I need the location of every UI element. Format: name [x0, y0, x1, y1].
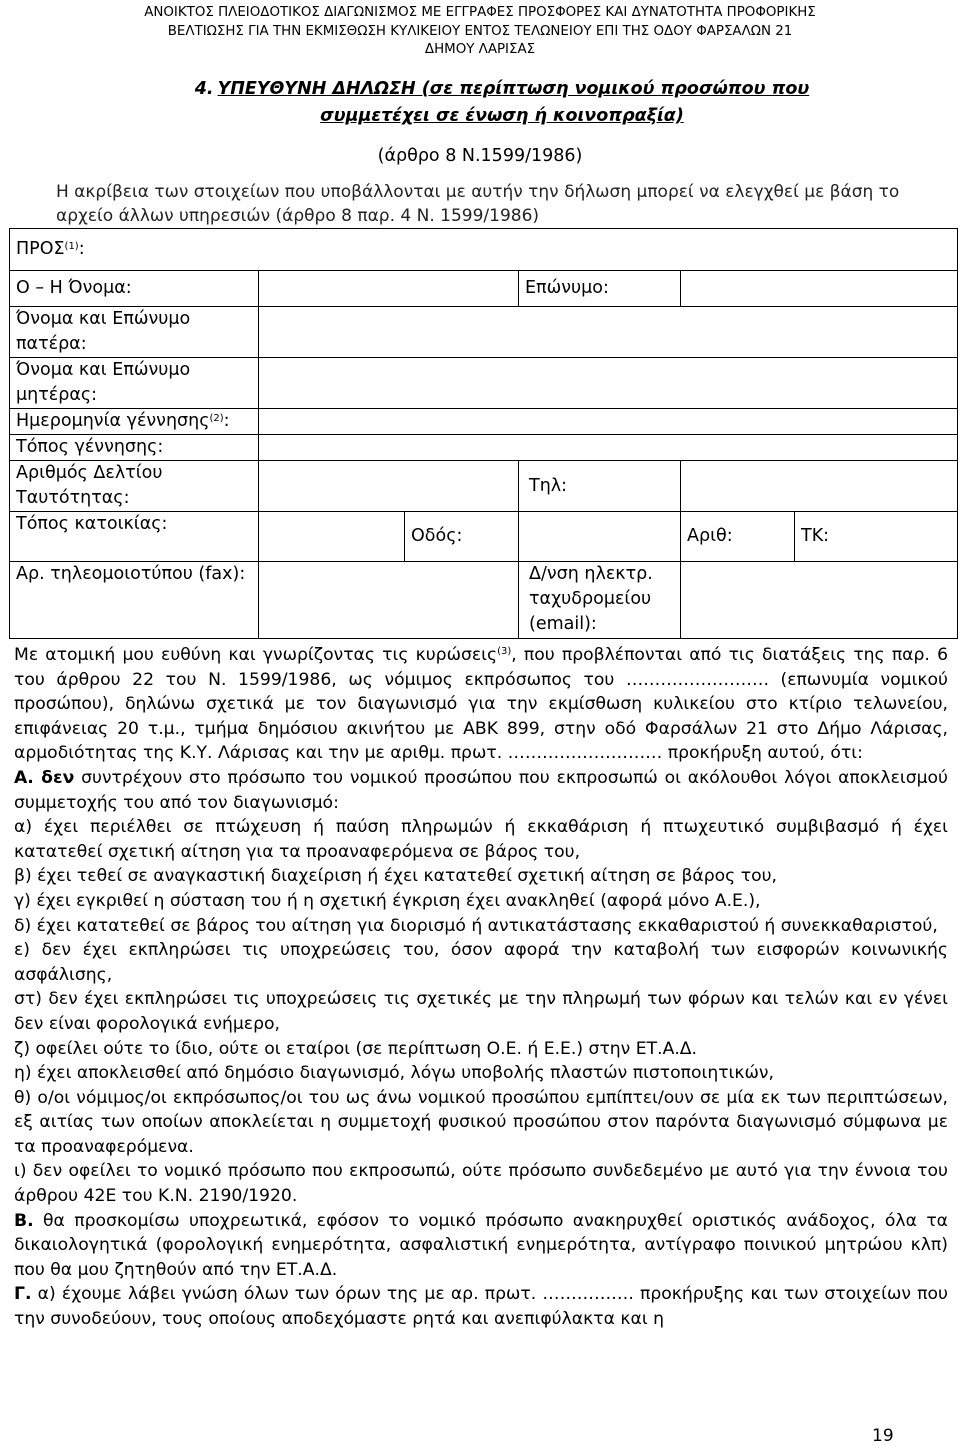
section-a — [14, 766, 948, 815]
birthdate-colon: : — [223, 411, 230, 431]
list-item: στ) δεν έχει εκπληρώσει τις υποχρεώσεις τις σχετικές με την πληρωμή των φόρων και τελών και εν γένει δεν είναι φορολογικά ενήμερο, — [14, 989, 948, 1034]
email-field[interactable] — [681, 562, 958, 639]
declaration-body — [14, 643, 948, 1332]
page-number: 19 — [872, 1426, 894, 1446]
mother-name-label: Όνομα και Επώνυμο μητέρας: — [10, 358, 259, 409]
fax-label: Αρ. τηλεομοιοτύπου (fax): — [10, 562, 259, 639]
footnote-3: (3) — [497, 646, 512, 657]
recipient-colon: : — [78, 239, 85, 259]
id-number-label: Αριθμός Δελτίου Ταυτότητας: — [10, 461, 259, 512]
declarant-form-table — [9, 228, 958, 639]
declaration-title — [112, 76, 892, 130]
document-header — [0, 4, 960, 60]
declaration-paragraph — [14, 643, 948, 766]
list-item: ζ) οφείλει ούτε το ίδιο, ούτε οι εταίροι (σε περίπτωση Ο.Ε. ή Ε.Ε.) στην ΕΤ.Α.Δ. — [14, 1038, 698, 1059]
footnote-1: (1) — [64, 241, 79, 252]
father-name-field[interactable] — [259, 307, 958, 358]
section-c-label: Γ. — [14, 1284, 32, 1305]
section-c-text: α) έχουμε λάβει γνώση όλων των όρων της με αρ. πρωτ. ……………. προκήρυξης και των στοιχείων που την συνοδεύουν, τους οποίους αποδεχόμαστε ρητά και ανεπιφύλακτα και η — [14, 1284, 948, 1330]
intro-text: Η ακρίβεια των στοιχείων που υποβάλλονται με αυτήν την δήλωση μπορεί να ελεγχθεί με βάση το αρχείο άλλων υπηρεσιών (άρθρο 8 παρ. 4 Ν. 1599/1986) — [56, 182, 900, 226]
list-item: η) έχει αποκλεισθεί από δημόσιο διαγωνισμό, λόγω υποβολής πλαστών πιστοποιητικών, — [14, 1063, 774, 1084]
street-field[interactable] — [519, 512, 681, 562]
list-item: α) έχει περιέλθει σε πτώχευση ή παύση πληρωμών ή εκκαθάριση ή πτωχευτικό συμβιβασμό ή έχει κατατεθεί σχετική αίτηση για τα προαναφερόμενα σε βάρος του, — [14, 817, 948, 862]
list-item: θ) ο/οι νόμιμος/οι εκπρόσωπος/οι του ως άνω νομικού προσώπου εμπίπτει/ουν σε μία εκ των περιπτώσεων, εξ αιτίας των οποίων αποκλείεται η συμμετοχή φυσικού προσώπου στον παρόντα διαγωνισμό σύμφωνα με τα προαναφερόμενα. — [14, 1087, 948, 1157]
name-field[interactable] — [259, 271, 519, 307]
name-label: Ο – Η Όνομα: — [10, 271, 259, 307]
header-line-3: ΔΗΜΟΥ ΛΑΡΙΣΑΣ — [424, 42, 536, 57]
list-item: δ) έχει κατατεθεί σε βάρος του αίτηση για διορισμό ή αντικατάστασης εκκαθαριστού ή συνεκκαθαριστού, — [14, 915, 938, 936]
birthdate-label — [10, 409, 259, 435]
birthplace-field[interactable] — [259, 435, 958, 461]
surname-label: Επώνυμο: — [519, 271, 681, 307]
phone-field[interactable] — [681, 461, 958, 512]
section-b-label: Β. — [14, 1210, 34, 1231]
title-number: 4. — [194, 79, 214, 99]
list-item: ε) δεν έχει εκπληρώσει τις υποχρεώσεις του, όσον αφορά την καταβολή των εισφορών κοινωνικής ασφάλισης, — [14, 940, 948, 985]
section-c — [14, 1282, 948, 1331]
section-b — [14, 1209, 948, 1283]
list-item: ι) δεν οφείλει το νομικό πρόσωπο που εκπροσωπώ, ούτε πρόσωπο συνδεδεμένο με αυτό για την έννοια του άρθρου 42Ε του Κ.Ν. 2190/1920. — [14, 1161, 948, 1207]
fax-field[interactable] — [259, 562, 519, 639]
title-line-1: ΥΠΕΥΘΥΝΗ ΔΗΛΩΣΗ (σε περίπτωση νομικού προσώπου που — [217, 79, 810, 99]
street-number-label: Αριθ: — [681, 512, 795, 562]
article-reference: (άρθρο 8 Ν.1599/1986) — [377, 146, 583, 166]
street-label: Οδός: — [405, 512, 519, 562]
section-a-text: συντρέχουν στο πρόσωπο του νομικού προσώπου που εκπροσωπώ οι ακόλουθοι λόγοι αποκλεισμού συμμετοχής του από τον διαγωνισμό: — [14, 767, 948, 813]
postcode-label: ΤΚ: — [795, 512, 958, 562]
recipient-label: ΠΡΟΣ — [16, 239, 65, 259]
paragraph-text-start: Με ατομική μου ευθύνη και γνωρίζοντας τις κυρώσεις — [14, 645, 498, 665]
list-item: γ) έχει εγκριθεί η σύσταση του ή η σχετική έγκριση έχει ανακληθεί (αφορά μόνο Α.Ε.), — [14, 890, 761, 911]
title-line-2: συμμετέχει σε ένωση ή κοινοπραξία) — [320, 106, 684, 126]
header-line-1: ΑΝΟΙΚΤΟΣ ΠΛΕΙΟΔΟΤΙΚΟΣ ΔΙΑΓΩΝΙΣΜΟΣ ΜΕ ΕΓΓΡΑΦΕΣ ΠΡΟΣΦΟΡΕΣ ΚΑΙ ΔΥΝΑΤΟΤΗΤΑ ΠΡΟΦΟΡΙΚΗΣ — [144, 5, 816, 20]
footnote-2: (2) — [209, 413, 224, 424]
residence-label: Τόπος κατοικίας: — [10, 512, 259, 562]
list-item: β) έχει τεθεί σε αναγκαστική διαχείριση ή έχει κατατεθεί σχετική αίτηση σε βάρος του, — [14, 866, 777, 887]
birthdate-text: Ημερομηνία γέννησης — [16, 411, 210, 431]
mother-name-field[interactable] — [259, 358, 958, 409]
birthplace-label: Τόπος γέννησης: — [10, 435, 259, 461]
birthdate-field[interactable] — [259, 409, 958, 435]
residence-field[interactable] — [259, 512, 405, 562]
section-a-label: Α. δεν — [14, 767, 75, 788]
phone-label: Τηλ: — [519, 461, 681, 512]
header-line-2: ΒΕΛΤΙΩΣΗΣ ΓΙΑ ΤΗΝ ΕΚΜΙΣΘΩΣΗ ΚΥΛΙΚΕΙΟΥ ΕΝΤΟΣ ΤΕΛΩΝΕΙΟΥ ΕΠΙ ΤΗΣ ΟΔΟΥ ΦΑΡΣΑΛΩΝ 21 — [167, 23, 793, 39]
paragraph-text-end: , που προβλέπονται από τις διατάξεις της παρ. 6 του άρθρου 22 του Ν. 1599/1986, ως νόμιμος εκπρόσωπος του ……………………. (επωνυμία νομικού προσώπου), δηλώνω σχετικά με τον διαγωνισμό για την εκμίσθωση κυλικείου στο κτίριο τελωνείου, επιφάνειας 20 τ.μ., τμήμα δημόσιου ακινήτου με ΑΒΚ 899, στην οδό Φαρσάλων 21 στο Δήμο Λάρισας, αρμοδιότητας της Κ.Υ. Λάρισας και την με αριθμ. πρωτ. ……………………… προκήρυξη αυτού, ότι: — [14, 645, 948, 764]
email-label: Δ/νση ηλεκτρ. ταχυδρομείου (email): — [519, 562, 681, 639]
form-row-recipient[interactable] — [10, 229, 958, 271]
father-name-label: Όνομα και Επώνυμο πατέρα: — [10, 307, 259, 358]
id-number-field[interactable] — [259, 461, 519, 512]
surname-field[interactable] — [681, 271, 958, 307]
section-b-text: θα προσκομίσω υποχρεωτικά, εφόσον το νομικό πρόσωπο ανακηρυχθεί οριστικός ανάδοχος, όλα τα δικαιολογητικά (φορολογική ενημερότητα, ασφαλιστική ενημερότητα, αντίγραφο ποινικού μητρώου κλπ) που θα μου ζητηθούν από την ΕΤ.Α.Δ. — [14, 1210, 948, 1280]
